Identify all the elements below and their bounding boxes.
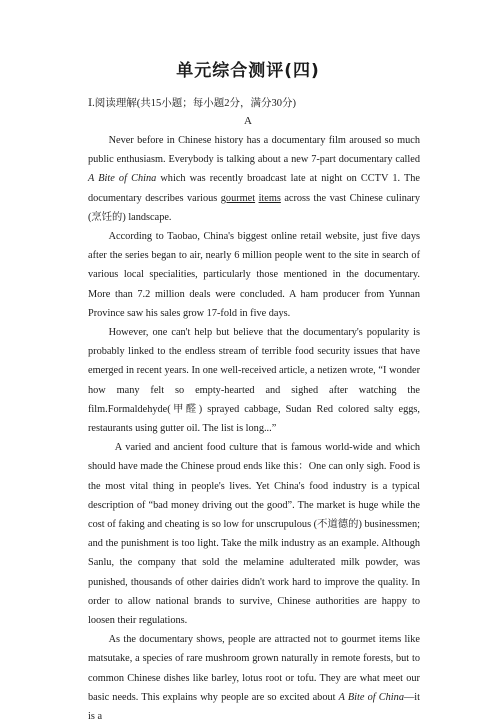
passage-letter: A [244,115,252,127]
paragraph-2: According to Taobao, China's biggest online retail website, just five days after the series began to air, nearly 6 million people went to the site in search of various local specialities, particularly those mentioned in the documentary. More than 7.2 million deals were concluded. A ham producer from Yunnan Province saw his sales grow 17-fold in five days. [88,231,420,319]
passage-body [88,131,420,726]
page-title: 单元综合测评(四) [176,61,320,81]
p5-text-a: As the documentary shows, people are attracted not to gourmet items like matsutake, a species of rare mushroom grown naturally in remote forests, but to common Chinese dishes like barley, lotus root or tofu. They are what meet our basic needs. This explains why people are so excited about [88,634,420,703]
section-heading: Ⅰ.阅读理解(共15小题；每小题2分，满分30分) [88,98,297,109]
underlined-word-gourmet: gourmet [220,192,256,204]
p1-text-b: which was recently broadcast late at night on CCTV 1. The documentary describes various [88,173,420,204]
documentary-title: A Bite of China [88,173,157,185]
paragraph-3: However, one can't help but believe that the documentary's popularity is probably linked to the endless stream of terrible food security issues that have emerged in recent years. In one well-received article, a netizen wrote, “I wonder how many felt so empty-hearted and sighed after watching the film.Formaldehyde(甲醛) sprayed cabbage, Sudan Red colored salty eggs, restaurants using gutter oil. The list is long...” [88,327,420,435]
p1-text-a: Never before in Chinese history has a documentary film aroused so much public enthusiasm. Everybody is talking about a new 7-part documentary called [88,135,420,166]
documentary-title-2: A Bite of China [338,691,404,703]
p1-text-c: across the vast Chinese culinary (烹饪的) landscape. [88,192,420,223]
paragraph-5 [88,630,420,726]
paragraph-4: A varied and ancient food culture that is famous world-wide and which should have made the Chinese proud ends like this：One can only sigh. Food is the most vital thing in people's lives. Yet China's food industry is a typical description of “bad money driving out the good”. The market is huge while the cost of faking and cheating is so low for unscrupulous (不道德的) businessmen; and the punishment is too light. Take the milk industry as an example. Although Sanlu, the company that sold the melamine adulterated milk powder, was punished, thousands of other dairies didn't work hard to improve the quality. In order to allow national brands to survive, Chinese authorities are happy to loosen their regulations. [88,442,420,627]
p5-text-b: —it is a [88,691,420,723]
paragraph-1 [88,131,420,227]
underlined-word-items: items [258,192,281,204]
